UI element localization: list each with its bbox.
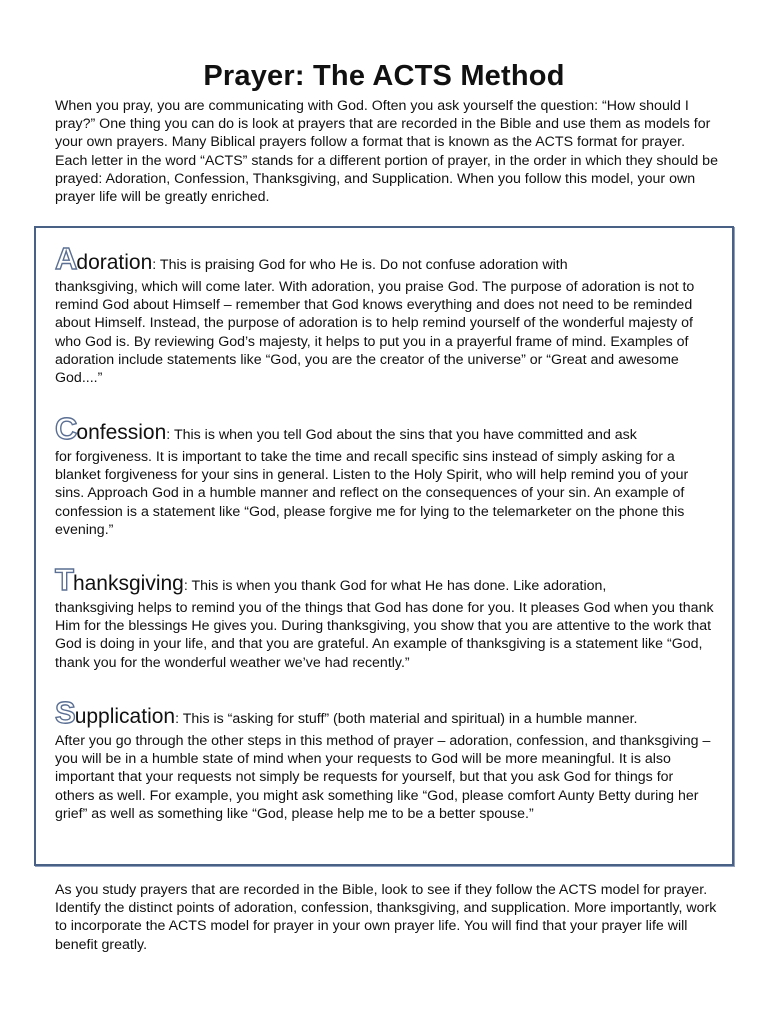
section-lead-text: This is when you thank God for what He has done. Like adoration, [191,578,607,594]
section-adoration [55,241,715,387]
section-heading: Confession: This is when you tell God about the sins that you have committed and ask [55,411,637,446]
section-body: for forgiveness. It is important to take the time and recall specific sins instead of simply asking for a blanket forgiveness for your sins in general. Listen to the Holy Spirit, who will help remind you of your sins. Approach God in a humble manner and reflect on the consequences of your sin. An example of confession is a statement like “God, please forgive me for lying to the telemarketer on the phone this evening.” [55,449,689,538]
section-lead-text: This is “asking for stuff” (both material and spiritual) in a humble manner. [182,711,638,727]
page-title: Prayer: The ACTS Method [203,60,565,92]
section-lead-text: This is praising God for who He is. Do not confuse adoration with [159,257,568,273]
outlined-initial-letter: T [55,562,73,597]
section-supplication [55,695,715,823]
section-heading: Supplication: This is “asking for stuff” (both material and spiritual) in a humble manner. [55,695,638,730]
outlined-initial-letter: A [55,241,77,276]
section-heading-word: hanksgiving [72,572,184,595]
section-thanksgiving [55,562,715,672]
section-heading-word: doration [76,251,153,274]
outlined-initial-letter: S [55,695,75,730]
section-body: thanksgiving helps to remind you of the things that God has done for you. It pleases God when you thank Him for the blessings He gives you. During thanksgiving, you show that you are attentive to the work that God is doing in your life, and that you are grateful. An example of thanksgiving is a statement like “God, thank you for the wonderful weather we’ve had recently.” [55,600,714,671]
section-lead-text: This is when you tell God about the sins that you have committed and ask [173,427,637,443]
section-heading-word: onfession [76,421,167,444]
intro-paragraph: When you pray, you are communicating with God. Often you ask yourself the question: “How should I pray?” One thing you can do is look at prayers that are recorded in the Bible and use them as models for your own prayers. Many Biblical prayers follow a format that is known as the ACTS format for prayer. Each letter in the word “ACTS” stands for a different portion of prayer, in the order in which they should be prayed: Adoration, Confession, Thanksgiving, and Supplication. When you follow this model, your own prayer life will be greatly enriched. [55,98,718,206]
outlined-initial-letter: C [55,411,77,446]
section-body: thanksgiving, which will come later. With adoration, you praise God. The purpose of adoration is not to remind God about Himself – remember that God knows everything and does not need to be reminded about Himself. Instead, the purpose of adoration is to help remind yourself of the wonderful majesty of who God is. By reviewing God’s majesty, it helps to put you in a prayerful frame of mind. Examples of adoration include statements like “God, you are the creator of the universe” or “Great and awesome God....” [55,279,695,387]
section-heading: Thanksgiving: This is when you thank God for what He has done. Like adoration, [55,562,607,597]
section-heading: Adoration: This is praising God for who He is. Do not confuse adoration with [55,241,568,276]
section-body: After you go through the other steps in this method of prayer – adoration, confession, and thanksgiving – you will be in a humble state of mind when your requests to God will be more meaningful. It is also important that your requests not simply be requests for yourself, but that you ask God for things for others as well. For example, you might ask something like “God, please comfort Aunty Betty during her grief” as well as something like “God, please help me to be a better spouse.” [55,733,711,822]
closing-paragraph: As you study prayers that are recorded in the Bible, look to see if they follow the ACTS model for prayer. Identify the distinct points of adoration, confession, thanksgiving, and supplication. More importantly, work to incorporate the ACTS model for prayer in your own prayer life. You will find that your prayer life will benefit greatly. [55,882,717,953]
section-confession [55,411,715,539]
section-heading-word: upplication [74,705,176,728]
